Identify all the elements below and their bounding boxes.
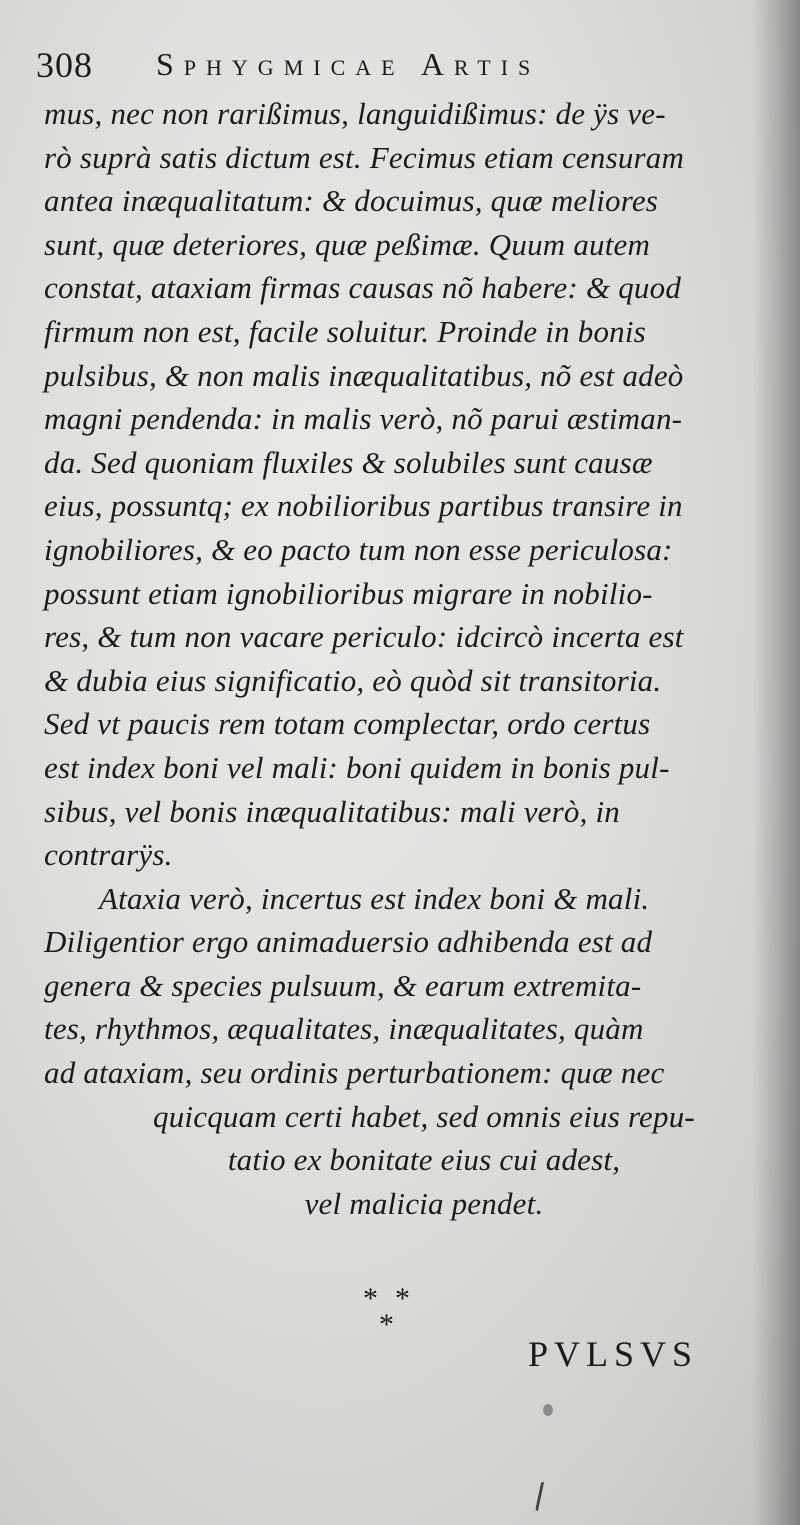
text-line: genera & species pulsuum, & earum extremita- [44,967,642,1003]
text-line: pulsibus, & non malis inæqualitatibus, nõ est adeò [44,357,684,393]
text-line: eius, possuntq; ex nobilioribus partibus transire in [44,488,683,524]
paragraph2-first-line: Ataxia verò, incertus est index boni & mali. [99,880,650,916]
text-line: Diligentior ergo animaduersio adhibenda est ad [44,924,653,960]
running-head: Sphygmicae Artis [156,46,541,82]
text-line: mus, nec non rarißimus, languidißimus: de ÿs ve- [44,96,666,131]
text-line: ignobiliores, & eo pacto tum non esse periculosa: [44,531,673,567]
text-line: sibus, vel bonis inæqualitatibus: mali verò, in [44,793,620,829]
text-line: possunt etiam ignobilioribus migrare in nobilio- [44,575,653,611]
text-line: res, & tum non vacare periculo: idcircò incerta est [44,619,684,655]
page-header [36,44,756,94]
asterisk-glyph: * [379,1308,394,1341]
asterisk-glyph: * [395,1282,410,1315]
text-line: est index boni vel mali: boni quidem in bonis pul- [44,749,670,785]
text-line: sunt, quæ deteriores, quæ peßimæ. Quum autem [44,226,651,262]
text-line: rò suprà satis dictum est. Fecimus etiam censuram [44,139,685,175]
text-line: constat, ataxiam firmas causas nõ habere: & quod [44,270,682,306]
text-line: magni pendenda: in malis verò, nõ parui æstiman- [44,401,683,437]
text-line: contrarÿs. [44,837,173,873]
body-text [44,92,744,1225]
text-line: tes, rhythmos, æqualitates, inæqualitates, quàm [44,1011,644,1047]
centered-line: vel malicia pendet. [304,1185,544,1221]
text-line: ad ataxiam, seu ordinis perturbationem: quæ nec [44,1055,665,1091]
ink-speck [543,1404,553,1416]
text-line: & dubia eius significatio, eò quòd sit transitoria. [44,662,662,698]
text-line: Sed vt paucis rem totam complectar, ordo certus [44,706,651,742]
page-edge-shadow [752,0,800,1525]
text-line: firmum non est, facile soluitur. Proinde in bonis [44,313,646,349]
asterism-ornament [355,1282,425,1342]
text-line: da. Sed quoniam fluxiles & solubiles sunt causæ [44,444,653,480]
centered-line: tatio ex bonitate eius cui adest, [227,1142,621,1178]
page-number: 308 [36,45,93,85]
text-line: antea inæqualitatum: & docuimus, quæ meliores [44,183,659,219]
centered-line: quicquam certi habet, sed omnis eius repu- [153,1098,695,1134]
asterisk-glyph: * [363,1282,378,1315]
ink-mark [535,1481,550,1512]
catchword: PVLSVS [528,1334,699,1374]
